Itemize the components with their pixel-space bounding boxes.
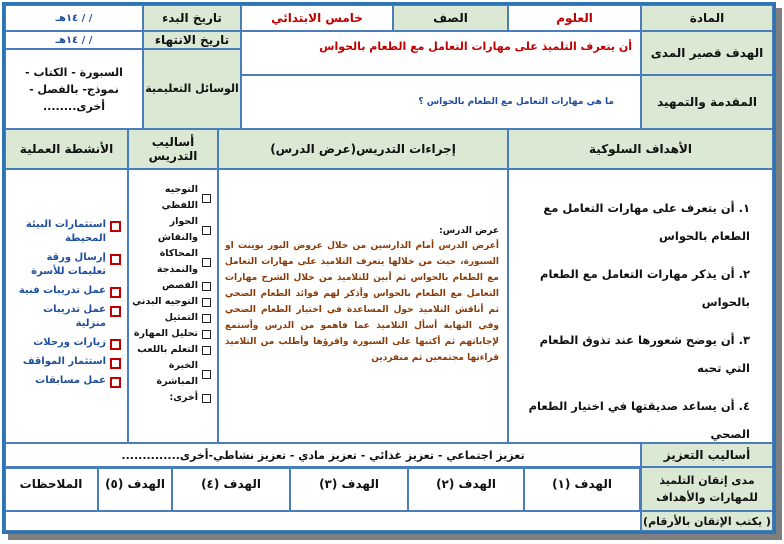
- activity-item[interactable]: زيارات ورحلات: [10, 336, 121, 350]
- method-item[interactable]: تحليل المهارة: [131, 326, 211, 342]
- mastery-grid: [5, 467, 641, 511]
- procedures-header: إجراءات التدريس(عرض الدرس): [218, 129, 508, 169]
- checkbox-icon: [202, 330, 211, 339]
- objectives-header: الأهداف السلوكية: [508, 129, 773, 169]
- short-goal-label: الهدف قصير المدى: [641, 31, 773, 75]
- mastery-goal-4: الهدف (٤): [172, 468, 290, 511]
- subject-value: العلوم: [508, 5, 641, 31]
- objective-item: ٢. أن يذكر مهارات التعامل مع الطعام بالحواس: [540, 267, 750, 309]
- start-date-label: تاريخ البدء: [143, 5, 241, 31]
- start-date-value: / / ١٤هـ: [5, 5, 143, 31]
- methods-header: أساليب التدريس: [128, 129, 218, 169]
- activity-item[interactable]: استثمارات البيئة المحيطة: [10, 218, 121, 246]
- activity-item[interactable]: عمل مسابقات: [10, 374, 121, 388]
- checkbox-icon: [110, 339, 121, 350]
- objective-item: ٣. أن يوضح شعورها عند تذوق الطعام التي تحبه: [539, 333, 750, 375]
- aids-value: السبورة - الكتاب - نموذج- بالفصل - أخرى........: [5, 49, 143, 129]
- method-item[interactable]: التوجيه اللفظي: [131, 182, 211, 214]
- checkbox-icon: [110, 358, 121, 369]
- method-item[interactable]: القصص: [131, 278, 211, 294]
- procedures-heading: عرض الدرس:: [439, 226, 499, 236]
- checkbox-icon: [202, 394, 211, 403]
- checkbox-icon: [202, 298, 211, 307]
- lesson-plan-frame: [2, 2, 776, 534]
- method-item[interactable]: أخرى:: [131, 390, 211, 406]
- method-item[interactable]: التعلم باللعب: [131, 342, 211, 358]
- method-item[interactable]: المحاكاة والنمذجة: [131, 246, 211, 278]
- checkbox-icon: [202, 370, 211, 379]
- activities-list: [10, 218, 121, 388]
- reinforcement-label: أساليب التعزيز: [641, 443, 773, 467]
- method-item[interactable]: التوجيه البدني: [131, 294, 211, 310]
- objective-item: ٤. أن يساعد صديقتها في اختيار الطعام الصحي: [528, 399, 750, 441]
- activity-item[interactable]: عمل تدريبات منزلية: [10, 303, 121, 331]
- subject-label: المادة: [641, 5, 773, 31]
- short-goal-value: أن يتعرف التلميذ على مهارات التعامل مع الطعام بالحواس: [241, 31, 641, 75]
- aids-label: الوسائل التعليمية: [143, 49, 241, 129]
- activity-item[interactable]: استثمار المواقف: [10, 355, 121, 369]
- checkbox-icon: [202, 346, 211, 355]
- intro-value: ما هي مهارات التعامل مع الطعام بالحواس ؟: [241, 75, 641, 129]
- checkbox-icon: [202, 226, 211, 235]
- mastery-goal-2: الهدف (٢): [408, 468, 524, 511]
- checkbox-icon: [110, 254, 121, 265]
- procedures-cell: [218, 169, 508, 443]
- mastery-goal-1: الهدف (١): [524, 468, 640, 511]
- checkbox-icon: [202, 314, 211, 323]
- checkbox-icon: [110, 377, 121, 388]
- method-item[interactable]: الخبرة المباشرة: [131, 358, 211, 390]
- end-date-label: تاريخ الانتهاء: [143, 31, 241, 49]
- checkbox-icon: [110, 221, 121, 232]
- objectives-list: [519, 194, 750, 443]
- procedures-text: أعرض الدرس أمام الدارسين من خلال عروض البور بوينت او السبورة، حيث من خلالها يتعرف التلاميذ على مهارات التعامل مع الطعام بالحواس ثم أبين للتلاميذ من خلال الشرح مهارات التعامل مع الطعام بالحواس وأذكر لهم فوائد الطعام الصحي ثم أناقش التلاميذ حول المساعدة في اختيار الطعام الصحي وفي النهاية أسأل التلاميذ عما فاهمو من الدرس وأستمع لإجاباتهم ثم أكتبها على السبورة واقرؤها وأطلب من التلاميذ قراءتها مجتمعين ثم منفردين: [225, 241, 499, 363]
- activities-cell: [5, 169, 128, 443]
- objective-item: ١. أن يتعرف على مهارات التعامل مع الطعام بالحواس: [543, 201, 750, 243]
- end-date-value: / / ١٤هـ: [5, 31, 143, 49]
- activity-item[interactable]: عمل تدريبات فنية: [10, 284, 121, 298]
- mastery-label: مدى إتقان التلميذ للمهارات والأهداف: [641, 467, 773, 511]
- activity-item[interactable]: إرسال ورقة تعليمات للأسرة: [10, 251, 121, 279]
- mastery-goal-5: الهدف (٥): [98, 468, 172, 511]
- methods-cell: [128, 169, 218, 443]
- intro-label: المقدمة والتمهيد: [641, 75, 773, 129]
- class-value: خامس الابتدائي: [241, 5, 393, 31]
- activities-header: الأنشطة العملية: [5, 129, 128, 169]
- method-item[interactable]: التمثيل: [131, 310, 211, 326]
- checkbox-icon: [202, 282, 211, 291]
- checkbox-icon: [110, 306, 121, 317]
- mastery-notes: الملاحظات: [5, 468, 98, 511]
- method-item[interactable]: الحوار والنقاش: [131, 214, 211, 246]
- reinforcement-value: تعزيز اجتماعي - تعزيز غذائي - تعزيز مادي - تعزيز نشاطي-أخرى..............: [5, 443, 641, 467]
- objectives-cell: [508, 169, 773, 443]
- mastery-goal-3: الهدف (٣): [290, 468, 408, 511]
- class-label: الصف: [393, 5, 508, 31]
- checkbox-icon: [202, 258, 211, 267]
- checkbox-icon: [110, 287, 121, 298]
- checkbox-icon: [202, 194, 211, 203]
- mastery-footnote: ( يكتب الإتقان بالأرقام): [641, 511, 773, 531]
- footnote-blank: [5, 511, 641, 531]
- methods-list: [131, 182, 211, 406]
